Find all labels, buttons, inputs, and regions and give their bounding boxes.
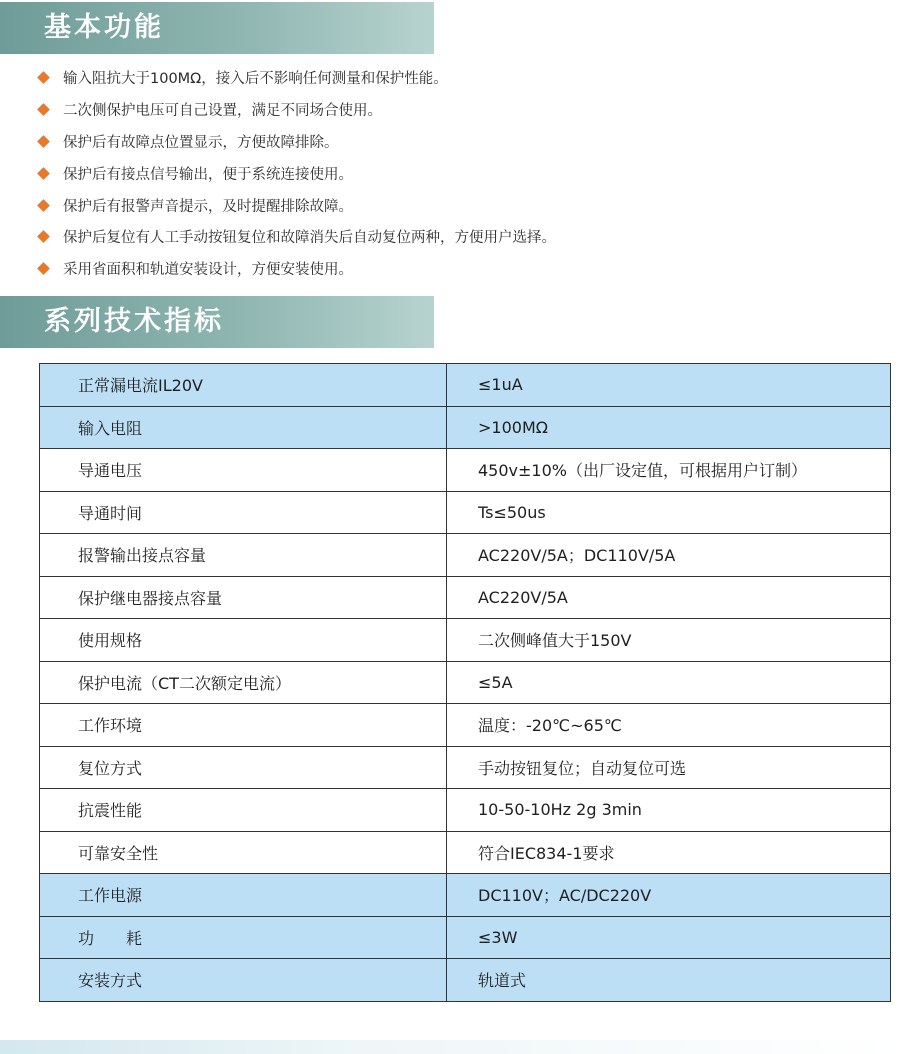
table-row — [40, 576, 891, 619]
spec-label: 可靠安全性 — [40, 831, 447, 874]
spec-value: AC220V/5A；DC110V/5A — [447, 534, 891, 577]
diamond-bullet-icon — [37, 103, 50, 116]
table-row — [40, 661, 891, 704]
spec-label: 抗震性能 — [40, 789, 447, 832]
table-row — [40, 831, 891, 874]
feature-list — [36, 62, 556, 285]
spec-label: 导通电压 — [40, 449, 447, 492]
spec-value: AC220V/5A — [447, 576, 891, 619]
spec-value: 二次侧峰值大于150V — [447, 619, 891, 662]
spec-label: 保护电流（CT二次额定电流） — [40, 661, 447, 704]
diamond-bullet-icon — [37, 199, 50, 212]
feature-text: 二次侧保护电压可自己设置，满足不同场合使用。 — [63, 103, 382, 120]
spec-label: 工作环境 — [40, 704, 447, 747]
table-row — [40, 364, 891, 407]
spec-label: 导通时间 — [40, 491, 447, 534]
section-title-specs: 系列技术指标 — [0, 296, 434, 348]
table-row — [40, 619, 891, 662]
spec-value: >100MΩ — [447, 406, 891, 449]
feature-text: 保护后有接点信号输出，便于系统连接使用。 — [63, 166, 353, 183]
diamond-bullet-icon — [37, 231, 50, 244]
spec-label: 正常漏电流IL20V — [40, 364, 447, 407]
spec-value: Ts≤50us — [447, 491, 891, 534]
spec-value: 温度：-20℃~65℃ — [447, 704, 891, 747]
spec-value: 10-50-10Hz 2g 3min — [447, 789, 891, 832]
list-item — [36, 94, 556, 126]
spec-label: 安装方式 — [40, 959, 447, 1002]
section-title-basic-functions: 基本功能 — [0, 2, 434, 54]
diamond-bullet-icon — [37, 262, 50, 275]
spec-value: 轨道式 — [447, 959, 891, 1002]
table-row — [40, 491, 891, 534]
spec-value: DC110V；AC/DC220V — [447, 874, 891, 917]
feature-text: 输入阻抗大于100MΩ，接入后不影响任何测量和保护性能。 — [63, 71, 448, 88]
list-item — [36, 189, 556, 221]
spec-label: 保护继电器接点容量 — [40, 576, 447, 619]
feature-text: 保护后复位有人工手动按钮复位和故障消失后自动复位两种，方便用户选择。 — [63, 230, 556, 247]
diamond-bullet-icon — [37, 72, 50, 85]
decorative-bottom-band — [0, 1040, 898, 1054]
list-item — [36, 157, 556, 189]
spec-table — [39, 363, 891, 1002]
spec-value: ≤3W — [447, 916, 891, 959]
table-row — [40, 534, 891, 577]
spec-value: 符合IEC834-1要求 — [447, 831, 891, 874]
feature-text: 保护后有报警声音提示，及时提醒排除故障。 — [63, 198, 353, 215]
list-item — [36, 62, 556, 94]
diamond-bullet-icon — [37, 135, 50, 148]
feature-text: 采用省面积和轨道安装设计，方便安装使用。 — [63, 262, 353, 279]
spec-label: 输入电阻 — [40, 406, 447, 449]
spec-label: 工作电源 — [40, 874, 447, 917]
spec-label: 使用规格 — [40, 619, 447, 662]
list-item — [36, 126, 556, 158]
table-row — [40, 449, 891, 492]
table-row — [40, 746, 891, 789]
table-row — [40, 406, 891, 449]
spec-label: 功 耗 — [40, 916, 447, 959]
feature-text: 保护后有故障点位置显示，方便故障排除。 — [63, 134, 339, 151]
spec-label: 复位方式 — [40, 746, 447, 789]
diamond-bullet-icon — [37, 167, 50, 180]
table-row — [40, 959, 891, 1002]
table-row — [40, 704, 891, 747]
list-item — [36, 253, 556, 285]
spec-value: ≤1uA — [447, 364, 891, 407]
table-row — [40, 874, 891, 917]
spec-value: ≤5A — [447, 661, 891, 704]
spec-label: 报警输出接点容量 — [40, 534, 447, 577]
spec-value: 450v±10%（出厂设定值，可根据用户订制） — [447, 449, 891, 492]
table-row — [40, 789, 891, 832]
spec-value: 手动按钮复位；自动复位可选 — [447, 746, 891, 789]
table-row — [40, 916, 891, 959]
list-item — [36, 221, 556, 253]
